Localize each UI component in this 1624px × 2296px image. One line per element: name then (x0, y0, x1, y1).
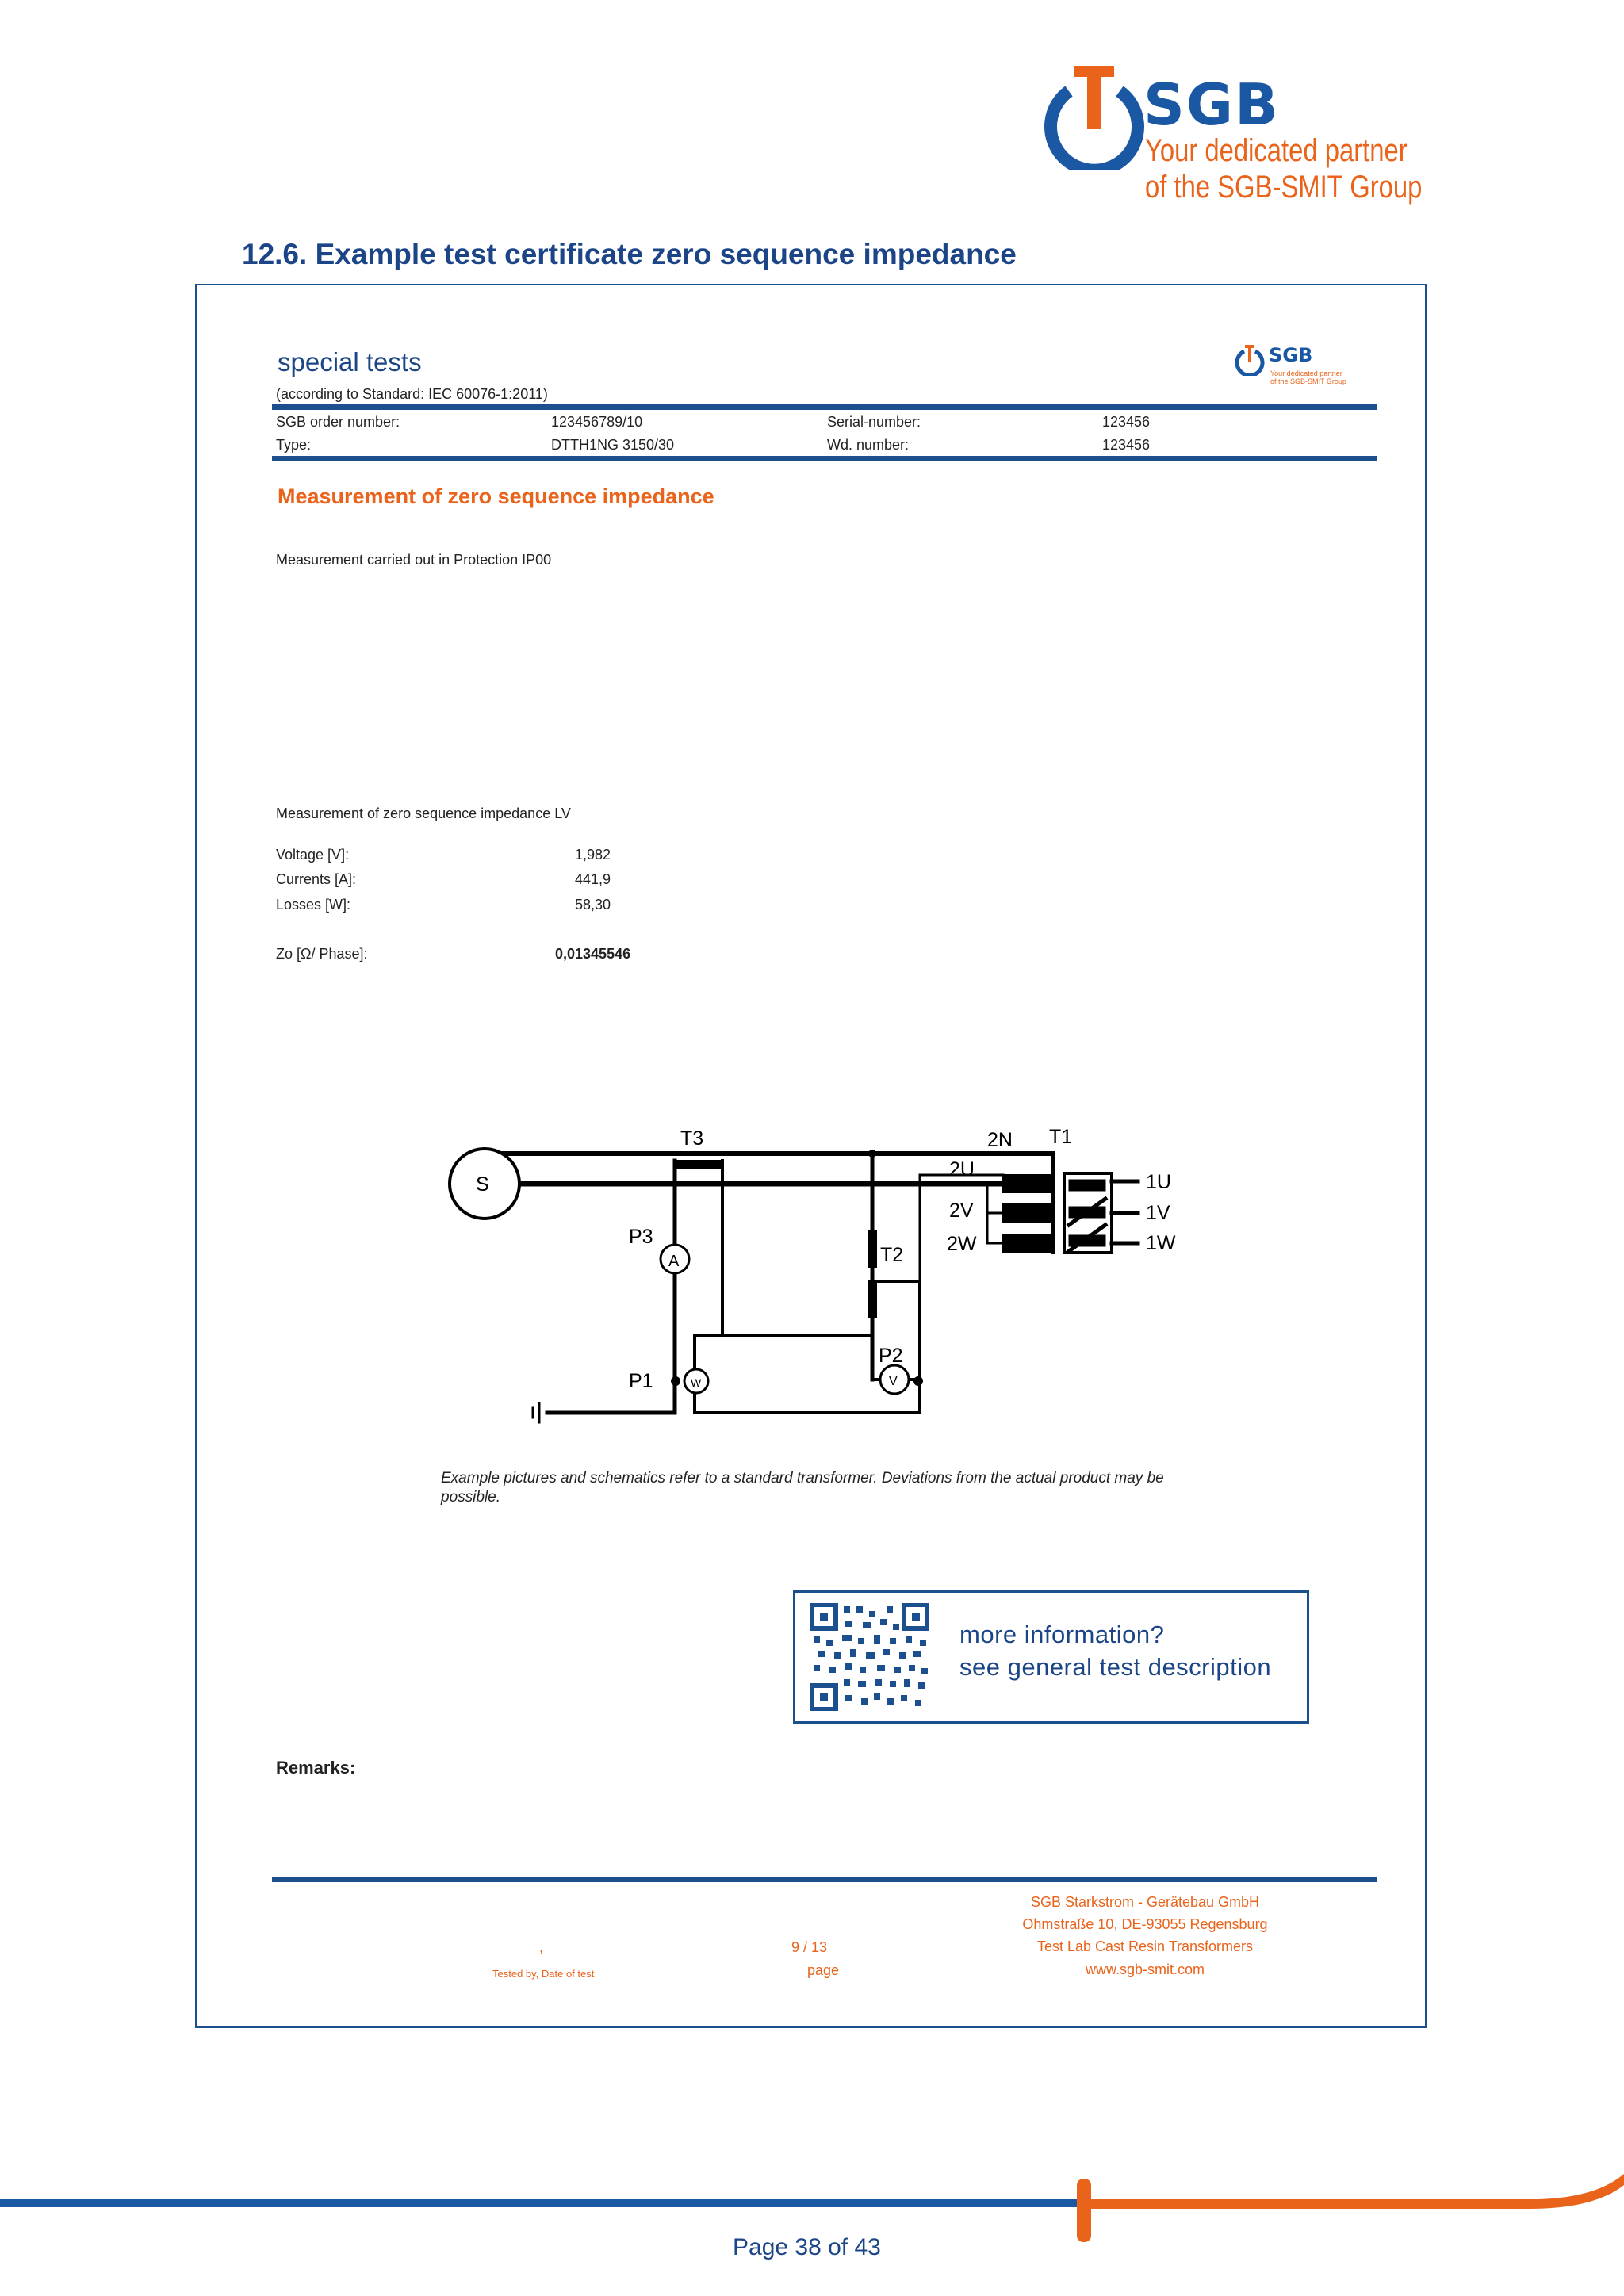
currents-label: Currents [A]: (276, 871, 357, 887)
qr-code-icon[interactable] (810, 1603, 929, 1711)
general-test-description-link[interactable]: see general test description (959, 1653, 1272, 1681)
label-1w: 1W (1146, 1232, 1176, 1254)
serial-value: 123456 (1102, 414, 1151, 430)
label-s: S (476, 1173, 489, 1196)
measurement-title: Measurement of zero sequence impedance (278, 484, 714, 508)
page-label: page (807, 1962, 840, 1978)
more-info-label: more information? (959, 1621, 1165, 1648)
company-website[interactable]: www.sgb-smit.com (1085, 1961, 1205, 1977)
company-name: SGB Starkstrom - Gerätebau GmbH (1030, 1894, 1260, 1910)
order-value: 123456789/10 (551, 414, 643, 430)
voltmeter-label: V (889, 1375, 898, 1388)
label-p2: P2 (879, 1345, 903, 1367)
remarks-label: Remarks: (276, 1758, 356, 1777)
serial-label: Serial-number: (827, 414, 921, 430)
voltage-value: 1,982 (575, 847, 611, 863)
losses-label: Losses [W]: (276, 897, 351, 913)
header-brand: SGB (1143, 71, 1280, 138)
certificate-logo-brand: SGB (1269, 344, 1313, 366)
certificate-standard: (according to Standard: IEC 60076-1:2011) (276, 386, 548, 402)
certificate-logo-tagline-1: Your dedicated partner (1270, 369, 1342, 377)
footer-comma: , (539, 1939, 544, 1955)
disclaimer-note: Example pictures and schematics refer to a standard transformer. Deviations from the actual product may be possible. (441, 1470, 1164, 1506)
t3-core (675, 1161, 722, 1169)
wd-label: Wd. number: (827, 437, 910, 453)
test-lab-name: Test Lab Cast Resin Transformers (1036, 1938, 1254, 1954)
page-fraction: 9 / 13 (791, 1939, 828, 1955)
currents-value: 441,9 (575, 871, 611, 887)
certificate-title: special tests (278, 347, 422, 377)
t2-core-bottom (868, 1281, 876, 1317)
ammeter-label: A (668, 1253, 680, 1270)
label-1u: 1U (1146, 1171, 1171, 1193)
wd-value: 123456 (1102, 437, 1151, 453)
protection-text: Measurement carried out in Protection IP00 (276, 552, 552, 568)
tested-by-label: Tested by, Date of test (492, 1968, 595, 1980)
certificate-logo-tagline-2: of the SGB-SMIT Group (1270, 377, 1346, 385)
label-1v: 1V (1146, 1202, 1170, 1224)
company-address: Ohmstraße 10, DE-93055 Regensburg (1022, 1916, 1268, 1932)
label-2u: 2U (949, 1158, 975, 1181)
label-p3: P3 (629, 1226, 653, 1248)
zo-value: 0,01345546 (555, 946, 631, 962)
type-value: DTTH1NG 3150/30 (551, 437, 675, 453)
label-t2: T2 (880, 1244, 904, 1266)
header-tagline-1: Your dedicated partner (1145, 133, 1408, 168)
footer-rule (272, 1877, 1377, 1882)
wattmeter-label: W (691, 1376, 702, 1389)
label-p1: P1 (629, 1370, 653, 1392)
page-number: Page 38 of 43 (733, 2234, 881, 2260)
section-title: 12.6. Example test certificate zero sequence impedance (242, 238, 1017, 270)
voltage-label: Voltage [V]: (276, 847, 350, 863)
zo-label: Zo [Ω/ Phase]: (276, 946, 368, 962)
type-label: Type: (276, 437, 312, 453)
label-2v: 2V (949, 1200, 974, 1222)
page-footer-bar (0, 2156, 1624, 2244)
t2-core-top (868, 1231, 876, 1267)
label-t3: T3 (680, 1127, 704, 1150)
label-t1: T1 (1049, 1126, 1073, 1148)
losses-value: 58,30 (575, 897, 611, 913)
lv-title: Measurement of zero sequence impedance LV (276, 806, 571, 821)
header-tagline-2: of the SGB-SMIT Group (1145, 170, 1423, 205)
label-2n: 2N (987, 1129, 1013, 1151)
order-label: SGB order number: (276, 414, 400, 430)
label-2w: 2W (947, 1233, 977, 1255)
